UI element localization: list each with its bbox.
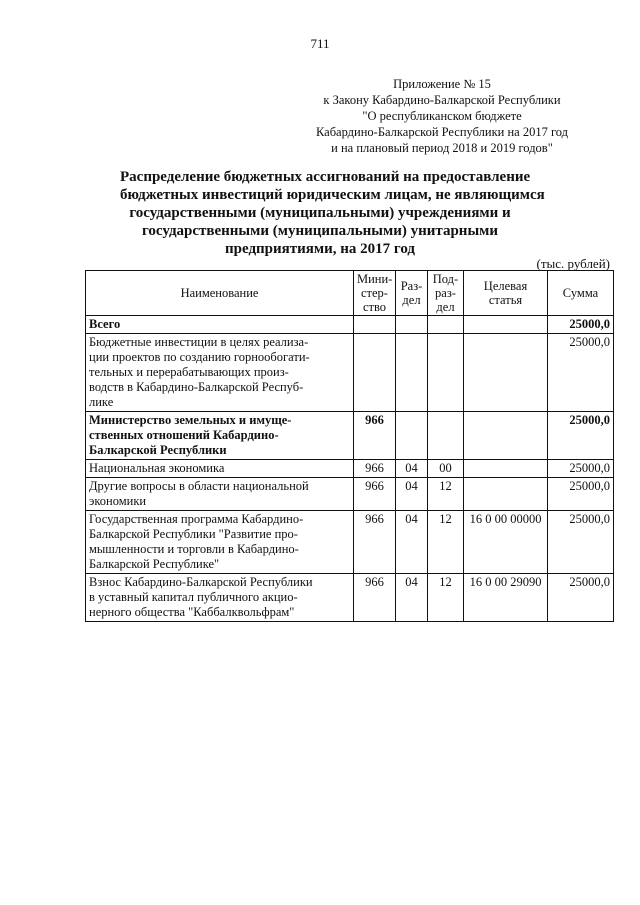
header-ministry-text: Мини- стер- ство [357, 272, 393, 314]
page-number: 711 [310, 36, 330, 51]
cell-ministry [354, 334, 396, 412]
appendix-line: Приложение № 15 [393, 77, 491, 91]
cell-section: 04 [396, 511, 428, 574]
cell-subsection [428, 334, 464, 412]
header-target [464, 271, 548, 316]
table-row [86, 574, 614, 622]
appendix-line: Кабардино-Балкарской Республики на 2017 год [315, 125, 569, 139]
header-target-text: Целевая статья [483, 279, 528, 307]
cell-ministry [354, 316, 396, 334]
header-name: Наименование [86, 271, 354, 316]
cell-name: Бюджетные инвестиции в целях реализа- ции проектов по созданию горнообогати- тельных и перерабатывающих произ- водств в Кабардино-Балкарской Респуб- лике [86, 334, 354, 412]
cell-section: 04 [396, 574, 428, 622]
cell-sum: 25000,0 [548, 334, 614, 412]
table-row [86, 334, 614, 412]
header-subsection-text: Под- раз- дел [432, 272, 459, 314]
cell-target [464, 478, 548, 511]
table-row [86, 460, 614, 478]
cell-ministry: 966 [354, 478, 396, 511]
cell-ministry: 966 [354, 574, 396, 622]
header-subsection [428, 271, 464, 316]
appendix-note [282, 76, 602, 156]
cell-sum: 25000,0 [548, 460, 614, 478]
cell-section: 04 [396, 460, 428, 478]
appendix-line: и на плановый период 2018 и 2019 годов" [331, 141, 553, 155]
title-line: государственными (муниципальными) учреждениями и [129, 205, 511, 221]
cell-name: Министерство земельных и имуще- ственных отношений Кабардино- Балкарской Республики [86, 412, 354, 460]
cell-ministry: 966 [354, 460, 396, 478]
cell-subsection: 12 [428, 511, 464, 574]
cell-target [464, 334, 548, 412]
title-line: Распределение бюджетных ассигнований на предоставление [120, 169, 531, 185]
header-sum: Сумма [548, 271, 614, 316]
cell-sum: 25000,0 [548, 511, 614, 574]
cell-name: Другие вопросы в области национальной экономики [86, 478, 354, 511]
table-header-row [86, 271, 614, 316]
cell-subsection: 00 [428, 460, 464, 478]
table-row [86, 478, 614, 511]
appendix-line: к Закону Кабардино-Балкарской Республики [323, 93, 561, 107]
cell-target [464, 316, 548, 334]
cell-target: 16 0 00 29090 [464, 574, 548, 622]
cell-target [464, 412, 548, 460]
budget-table [85, 270, 614, 622]
cell-sum: 25000,0 [548, 574, 614, 622]
table-body [86, 316, 614, 622]
cell-section [396, 316, 428, 334]
units-label: (тыс. рублей) [536, 256, 610, 271]
cell-name: Всего [86, 316, 354, 334]
title-line: бюджетных инвестиций юридическим лицам, не являющимся [120, 187, 545, 203]
cell-sum: 25000,0 [548, 316, 614, 334]
cell-target [464, 460, 548, 478]
cell-sum: 25000,0 [548, 478, 614, 511]
appendix-line: "О республиканском бюджете [362, 109, 522, 123]
cell-name: Государственная программа Кабардино- Балкарской Республики "Развитие про- мышленности и торговли в Кабардино- Балкарской Республике" [86, 511, 354, 574]
cell-section [396, 412, 428, 460]
cell-target: 16 0 00 00000 [464, 511, 548, 574]
header-ministry [354, 271, 396, 316]
cell-subsection [428, 412, 464, 460]
cell-ministry: 966 [354, 412, 396, 460]
table-row [86, 412, 614, 460]
document-title [120, 168, 545, 258]
table-row [86, 511, 614, 574]
cell-sum: 25000,0 [548, 412, 614, 460]
cell-subsection: 12 [428, 478, 464, 511]
table-row [86, 316, 614, 334]
cell-section: 04 [396, 478, 428, 511]
cell-name: Национальная экономика [86, 460, 354, 478]
cell-subsection: 12 [428, 574, 464, 622]
cell-section [396, 334, 428, 412]
header-section [396, 271, 428, 316]
cell-ministry: 966 [354, 511, 396, 574]
cell-subsection [428, 316, 464, 334]
cell-name: Взнос Кабардино-Балкарской Республики в уставный капитал публичного акцио- нерного общества "Каббалквольфрам" [86, 574, 354, 622]
title-line: государственными (муниципальными) унитарными [141, 223, 499, 239]
header-section-text: Раз- дел [400, 279, 423, 307]
title-line: предприятиями, на 2017 год [225, 241, 415, 257]
